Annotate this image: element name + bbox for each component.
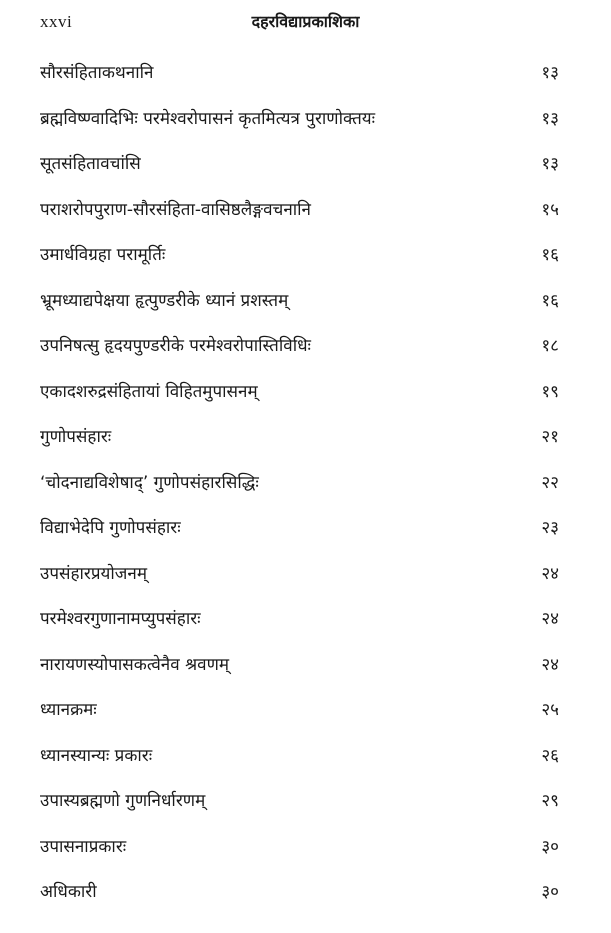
toc-entry-title: ‘चोदनाद्यविशेषाद्’ गुणोपसंहारसिद्धिः: [40, 472, 259, 493]
toc-entry-title: सूतसंहितावचांसि: [40, 154, 141, 174]
toc-entry-page: १५: [541, 199, 559, 220]
toc-entry-page: १३: [541, 108, 559, 129]
toc-entry: [0, 461, 611, 507]
toc-entry-title: उमार्धविग्रहा परामूर्तिः: [40, 245, 166, 265]
toc-entry-page: २४: [541, 563, 559, 584]
toc-entry-page: २१: [541, 427, 559, 447]
toc-entry-title: एकादशरुद्रसंहितायां विहितमुपासनम्: [40, 381, 258, 402]
toc-entry-title: ब्रह्मविष्ण्वादिभिः परमेश्वरोपासनं कृतमित्यत्र पुराणोक्तयः: [40, 108, 376, 129]
toc-entry: [0, 779, 611, 825]
toc-entry-page: ३०: [541, 882, 559, 902]
toc-entry-title: नारायणस्योपासकत्वेनैव श्रवणम्: [40, 654, 230, 675]
toc-entry-page: १८: [541, 336, 559, 356]
toc-entry-page: २२: [541, 472, 559, 493]
page-number: xxvi: [40, 12, 73, 31]
toc-entry-page: १६: [541, 290, 559, 311]
toc-entry-title: विद्याभेदेपि गुणोपसंहारः: [40, 518, 181, 538]
toc-entry-title: सौरसंहिताकथनानि: [40, 63, 154, 83]
toc-entry-title: उपास्यब्रह्मणो गुणनिर्धारणम्: [40, 791, 206, 811]
toc-entry: [0, 233, 611, 279]
toc-entry-title: उपसंहारप्रयोजनम्: [40, 563, 147, 584]
toc-entry-page: २६: [541, 745, 559, 766]
toc-entry-page: २५: [541, 700, 559, 720]
toc-entry: [0, 97, 611, 143]
toc-entry: [0, 506, 611, 552]
toc-entry: [0, 597, 611, 643]
toc-entry: [0, 643, 611, 689]
toc-entry-title: भ्रूमध्याद्यपेक्षया हृत्पुण्डरीके ध्यानं प्रशस्तम्: [40, 290, 289, 311]
toc-entry-page: २४: [541, 609, 559, 629]
table-of-contents: [0, 51, 611, 916]
toc-entry: [0, 734, 611, 780]
toc-entry-title: परमेश्वरगुणानामप्युपसंहारः: [40, 609, 201, 629]
toc-entry: [0, 142, 611, 188]
toc-entry: [0, 825, 611, 871]
toc-entry-page: १३: [541, 154, 559, 174]
toc-entry-title: अधिकारी: [40, 882, 97, 902]
toc-entry: [0, 870, 611, 916]
toc-entry-page: २४: [541, 654, 559, 675]
toc-entry: [0, 188, 611, 234]
toc-entry: [0, 688, 611, 734]
toc-entry-page: १३: [541, 63, 559, 83]
toc-entry-title: ध्यानक्रमः: [40, 700, 97, 720]
toc-entry-page: १६: [541, 245, 559, 265]
toc-entry-title: ध्यानस्यान्यः प्रकारः: [40, 745, 153, 766]
toc-entry: [0, 415, 611, 461]
toc-entry-title: पराशरोपपुराण-सौरसंहिता-वासिष्ठलैङ्गवचनानि: [40, 199, 311, 220]
toc-entry-page: ३०: [541, 836, 559, 857]
toc-entry-title: उपासनाप्रकारः: [40, 836, 127, 857]
toc-entry: [0, 370, 611, 416]
toc-entry-page: २९: [541, 791, 559, 811]
toc-entry-title: उपनिषत्सु हृदयपुण्डरीके परमेश्वरोपास्तिविधिः: [40, 336, 311, 356]
page-header: [0, 8, 611, 38]
running-title: दहरविद्याप्रकाशिका: [251, 12, 360, 31]
toc-entry-page: २३: [541, 518, 559, 538]
toc-entry: [0, 51, 611, 97]
toc-entry-page: १९: [541, 381, 559, 402]
toc-entry: [0, 552, 611, 598]
toc-entry: [0, 279, 611, 325]
toc-entry: [0, 324, 611, 370]
toc-entry-title: गुणोपसंहारः: [40, 427, 112, 447]
